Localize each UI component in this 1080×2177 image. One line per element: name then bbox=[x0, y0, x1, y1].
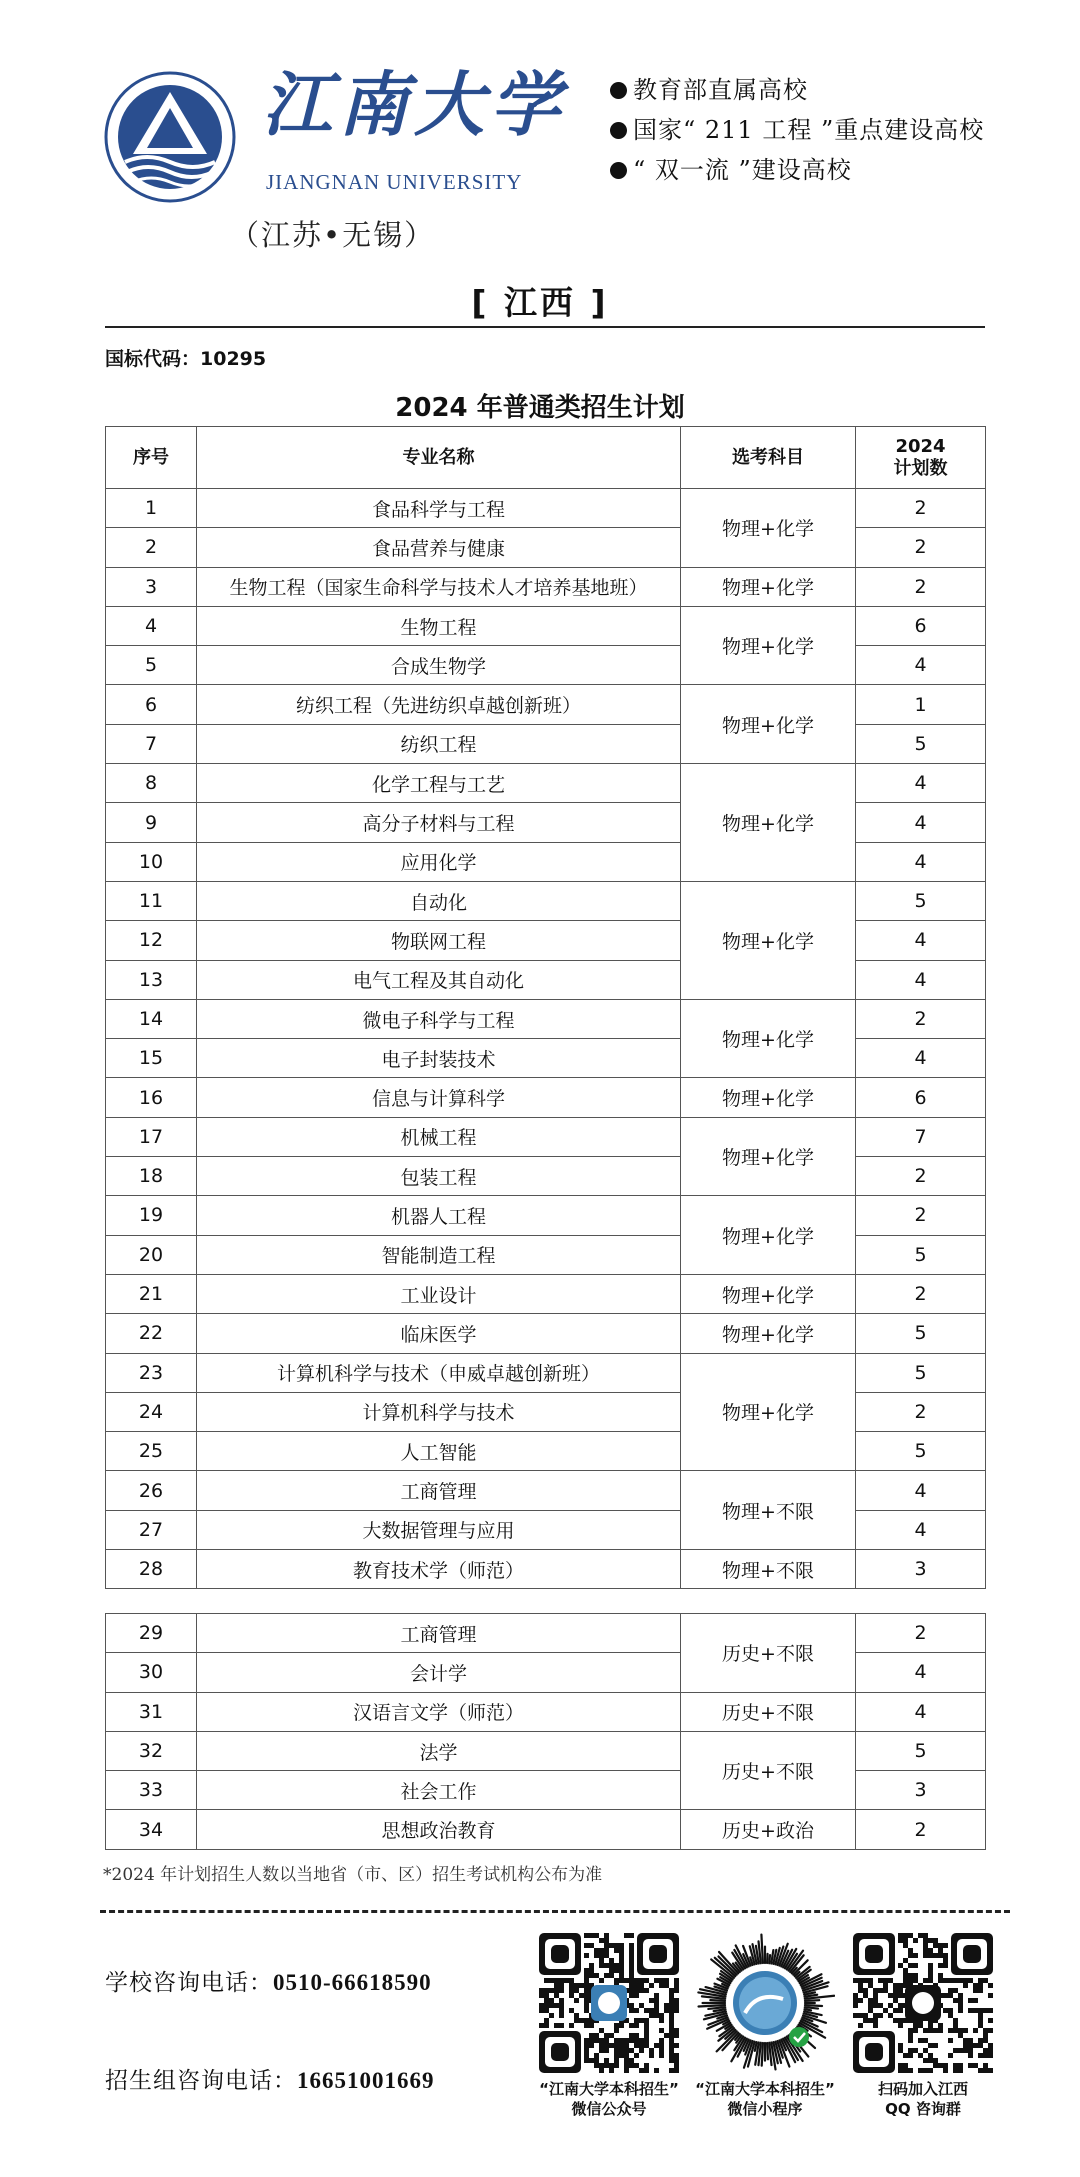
cell-subject: 历史+政治 bbox=[681, 1810, 856, 1849]
cell-subject: 物理+化学 bbox=[681, 685, 856, 764]
cell-no: 20 bbox=[106, 1235, 197, 1274]
cell-subject: 物理+化学 bbox=[681, 1196, 856, 1275]
cell-no: 16 bbox=[106, 1078, 197, 1117]
intl-code: 国标代码：10295 bbox=[105, 348, 267, 370]
header-no: 序号 bbox=[106, 427, 197, 489]
cell-no: 4 bbox=[106, 606, 197, 645]
cell-no: 8 bbox=[106, 764, 197, 803]
cell-plan: 2 bbox=[856, 1810, 986, 1849]
cell-major: 机械工程 bbox=[197, 1117, 681, 1156]
university-seal-icon bbox=[103, 70, 237, 204]
cell-major: 食品营养与健康 bbox=[197, 528, 681, 567]
bullet-icon bbox=[610, 162, 627, 179]
cell-plan: 2 bbox=[856, 489, 986, 528]
cell-plan: 5 bbox=[856, 1731, 986, 1770]
cell-no: 24 bbox=[106, 1392, 197, 1431]
cell-major: 应用化学 bbox=[197, 842, 681, 881]
cell-plan: 2 bbox=[856, 1614, 986, 1653]
cell-major: 合成生物学 bbox=[197, 646, 681, 685]
cell-plan: 5 bbox=[856, 1235, 986, 1274]
cell-major: 化学工程与工艺 bbox=[197, 764, 681, 803]
feature-item: “ 双一流 ”建设高校 bbox=[610, 150, 984, 190]
cell-subject: 物理+化学 bbox=[681, 606, 856, 685]
cell-major: 工业设计 bbox=[197, 1274, 681, 1313]
cell-major: 微电子科学与工程 bbox=[197, 999, 681, 1038]
cell-subject: 物理+化学 bbox=[681, 881, 856, 999]
plan-title: 2024 年普通类招生计划 bbox=[395, 393, 685, 423]
cell-major: 电子封装技术 bbox=[197, 1039, 681, 1078]
cell-subject: 物理+化学 bbox=[681, 567, 856, 606]
cell-no: 26 bbox=[106, 1471, 197, 1510]
cell-no: 9 bbox=[106, 803, 197, 842]
table-row bbox=[106, 489, 986, 528]
cell-subject: 历史+不限 bbox=[681, 1731, 856, 1810]
table-row bbox=[106, 606, 986, 645]
cell-no: 7 bbox=[106, 724, 197, 763]
cell-plan: 4 bbox=[856, 1653, 986, 1692]
school-phone: 0510-66618590 bbox=[273, 1970, 432, 1995]
cell-major: 思想政治教育 bbox=[197, 1810, 681, 1849]
table-row bbox=[106, 1196, 986, 1235]
feature-item: 教育部直属高校 bbox=[610, 70, 984, 110]
cell-no: 19 bbox=[106, 1196, 197, 1235]
cell-plan: 2 bbox=[856, 1274, 986, 1313]
cell-subject: 物理+不限 bbox=[681, 1471, 856, 1550]
cell-plan: 4 bbox=[856, 1471, 986, 1510]
cell-plan: 4 bbox=[856, 1692, 986, 1731]
admission-phone: 16651001669 bbox=[297, 2068, 435, 2093]
header-major: 专业名称 bbox=[197, 427, 681, 489]
admission-plan-table bbox=[105, 426, 986, 1589]
qr-caption-line2: 微信公众号 bbox=[571, 2100, 647, 2118]
table-row bbox=[106, 685, 986, 724]
cell-plan: 2 bbox=[856, 1196, 986, 1235]
cell-subject: 物理+化学 bbox=[681, 1274, 856, 1313]
cell-major: 自动化 bbox=[197, 881, 681, 920]
cell-major: 机器人工程 bbox=[197, 1196, 681, 1235]
qr-caption-line1: “江南大学本科招生” bbox=[695, 2080, 835, 2098]
cell-no: 21 bbox=[106, 1274, 197, 1313]
brand-location: （江苏•无锡） bbox=[230, 218, 436, 252]
cell-plan: 1 bbox=[856, 685, 986, 724]
cell-plan: 6 bbox=[856, 1078, 986, 1117]
cell-major: 智能制造工程 bbox=[197, 1235, 681, 1274]
cell-major: 物联网工程 bbox=[197, 921, 681, 960]
cell-subject: 物理+化学 bbox=[681, 1117, 856, 1196]
table-row bbox=[106, 1353, 986, 1392]
cell-subject: 物理+不限 bbox=[681, 1550, 856, 1589]
qr-mini-program bbox=[690, 1933, 840, 2119]
cell-major: 临床医学 bbox=[197, 1314, 681, 1353]
cell-no: 25 bbox=[106, 1432, 197, 1471]
cell-no: 3 bbox=[106, 567, 197, 606]
cell-no: 29 bbox=[106, 1614, 197, 1653]
cell-major: 信息与计算科学 bbox=[197, 1078, 681, 1117]
cell-no: 23 bbox=[106, 1353, 197, 1392]
admission-plan-table-history bbox=[105, 1613, 986, 1850]
cell-major: 食品科学与工程 bbox=[197, 489, 681, 528]
cell-major: 纺织工程（先进纺织卓越创新班） bbox=[197, 685, 681, 724]
cell-no: 22 bbox=[106, 1314, 197, 1353]
cell-plan: 2 bbox=[856, 999, 986, 1038]
school-phone-label: 学校咨询电话： bbox=[105, 1970, 273, 1996]
cell-subject: 历史+不限 bbox=[681, 1692, 856, 1731]
cell-plan: 7 bbox=[856, 1117, 986, 1156]
qr-caption-line2: QQ 咨询群 bbox=[885, 2100, 961, 2118]
cell-no: 13 bbox=[106, 960, 197, 999]
cell-major: 工商管理 bbox=[197, 1471, 681, 1510]
province-title: [ 江西 ] bbox=[471, 283, 609, 322]
table-row bbox=[106, 881, 986, 920]
header bbox=[0, 0, 1080, 280]
cell-plan: 4 bbox=[856, 646, 986, 685]
title-divider bbox=[105, 326, 985, 328]
cell-plan: 2 bbox=[856, 567, 986, 606]
dashed-divider bbox=[100, 1910, 1010, 1913]
footnote: *2024 年计划招生人数以当地省（市、区）招生考试机构公布为准 bbox=[103, 1865, 603, 1885]
cell-plan: 5 bbox=[856, 724, 986, 763]
cell-major: 教育技术学（师范） bbox=[197, 1550, 681, 1589]
feature-list bbox=[610, 70, 984, 190]
header-plan: 2024 计划数 bbox=[856, 427, 986, 489]
cell-no: 18 bbox=[106, 1157, 197, 1196]
cell-plan: 4 bbox=[856, 960, 986, 999]
cell-major: 生物工程（国家生命科学与技术人才培养基地班） bbox=[197, 567, 681, 606]
cell-major: 大数据管理与应用 bbox=[197, 1510, 681, 1549]
table-row bbox=[106, 1731, 986, 1770]
cell-major: 社会工作 bbox=[197, 1771, 681, 1810]
cell-no: 14 bbox=[106, 999, 197, 1038]
brand-name-cn: 江南大学 bbox=[262, 63, 566, 146]
bullet-icon bbox=[610, 82, 627, 99]
cell-no: 33 bbox=[106, 1771, 197, 1810]
cell-major: 会计学 bbox=[197, 1653, 681, 1692]
qr-caption-line1: 扫码加入江西 bbox=[877, 2080, 968, 2098]
cell-major: 人工智能 bbox=[197, 1432, 681, 1471]
cell-major: 汉语言文学（师范） bbox=[197, 1692, 681, 1731]
cell-major: 法学 bbox=[197, 1731, 681, 1770]
qr-caption-line1: “江南大学本科招生” bbox=[539, 2080, 679, 2098]
cell-major: 纺织工程 bbox=[197, 724, 681, 763]
header-subject: 选考科目 bbox=[681, 427, 856, 489]
cell-plan: 5 bbox=[856, 1314, 986, 1353]
cell-no: 28 bbox=[106, 1550, 197, 1589]
cell-plan: 4 bbox=[856, 764, 986, 803]
cell-no: 31 bbox=[106, 1692, 197, 1731]
cell-major: 生物工程 bbox=[197, 606, 681, 645]
cell-subject: 历史+不限 bbox=[681, 1614, 856, 1693]
table-row bbox=[106, 1471, 986, 1510]
cell-plan: 5 bbox=[856, 1353, 986, 1392]
cell-subject: 物理+化学 bbox=[681, 764, 856, 882]
qr-official-account bbox=[534, 1933, 684, 2119]
cell-subject: 物理+化学 bbox=[681, 999, 856, 1078]
cell-plan: 3 bbox=[856, 1550, 986, 1589]
cell-major: 工商管理 bbox=[197, 1614, 681, 1653]
cell-no: 17 bbox=[106, 1117, 197, 1156]
admission-phone-label: 招生组咨询电话： bbox=[105, 2068, 297, 2094]
cell-plan: 2 bbox=[856, 528, 986, 567]
brand-name-en: JIANGNAN UNIVERSITY bbox=[266, 170, 523, 194]
table-row bbox=[106, 1078, 986, 1117]
cell-plan: 4 bbox=[856, 1510, 986, 1549]
cell-no: 1 bbox=[106, 489, 197, 528]
wechat-official-account-qr-icon bbox=[539, 1933, 679, 2073]
cell-subject: 物理+化学 bbox=[681, 1314, 856, 1353]
qr-qq-group bbox=[848, 1933, 998, 2119]
table-row bbox=[106, 999, 986, 1038]
table-row bbox=[106, 567, 986, 606]
table-row bbox=[106, 1614, 986, 1653]
cell-no: 5 bbox=[106, 646, 197, 685]
cell-plan: 6 bbox=[856, 606, 986, 645]
cell-plan: 4 bbox=[856, 842, 986, 881]
cell-plan: 4 bbox=[856, 803, 986, 842]
table-row bbox=[106, 1314, 986, 1353]
table-row bbox=[106, 1692, 986, 1731]
table-row bbox=[106, 1117, 986, 1156]
cell-no: 11 bbox=[106, 881, 197, 920]
qr-caption-line2: 微信小程序 bbox=[727, 2100, 803, 2118]
bullet-icon bbox=[610, 122, 627, 139]
cell-subject: 物理+化学 bbox=[681, 489, 856, 568]
school-contact bbox=[105, 1964, 432, 1997]
cell-plan: 5 bbox=[856, 1432, 986, 1471]
cell-major: 包装工程 bbox=[197, 1157, 681, 1196]
cell-no: 10 bbox=[106, 842, 197, 881]
cell-major: 电气工程及其自动化 bbox=[197, 960, 681, 999]
cell-no: 2 bbox=[106, 528, 197, 567]
cell-major: 高分子材料与工程 bbox=[197, 803, 681, 842]
cell-no: 12 bbox=[106, 921, 197, 960]
cell-no: 6 bbox=[106, 685, 197, 724]
table-row bbox=[106, 1810, 986, 1849]
qq-group-qr-icon bbox=[853, 1933, 993, 2073]
cell-no: 32 bbox=[106, 1731, 197, 1770]
table-row bbox=[106, 764, 986, 803]
table-header-row bbox=[106, 427, 986, 489]
wechat-mini-program-code-icon bbox=[695, 1933, 835, 2073]
cell-plan: 2 bbox=[856, 1392, 986, 1431]
cell-plan: 5 bbox=[856, 881, 986, 920]
cell-no: 15 bbox=[106, 1039, 197, 1078]
cell-subject: 物理+化学 bbox=[681, 1353, 856, 1471]
table-row bbox=[106, 1274, 986, 1313]
cell-plan: 2 bbox=[856, 1157, 986, 1196]
cell-major: 计算机科学与技术（申威卓越创新班） bbox=[197, 1353, 681, 1392]
admission-contact bbox=[105, 2062, 435, 2095]
cell-subject: 物理+化学 bbox=[681, 1078, 856, 1117]
cell-plan: 4 bbox=[856, 921, 986, 960]
cell-no: 34 bbox=[106, 1810, 197, 1849]
cell-plan: 4 bbox=[856, 1039, 986, 1078]
cell-no: 27 bbox=[106, 1510, 197, 1549]
table-row bbox=[106, 1550, 986, 1589]
cell-major: 计算机科学与技术 bbox=[197, 1392, 681, 1431]
feature-item: 国家“ 211 工程 ”重点建设高校 bbox=[610, 110, 984, 150]
cell-no: 30 bbox=[106, 1653, 197, 1692]
cell-plan: 3 bbox=[856, 1771, 986, 1810]
